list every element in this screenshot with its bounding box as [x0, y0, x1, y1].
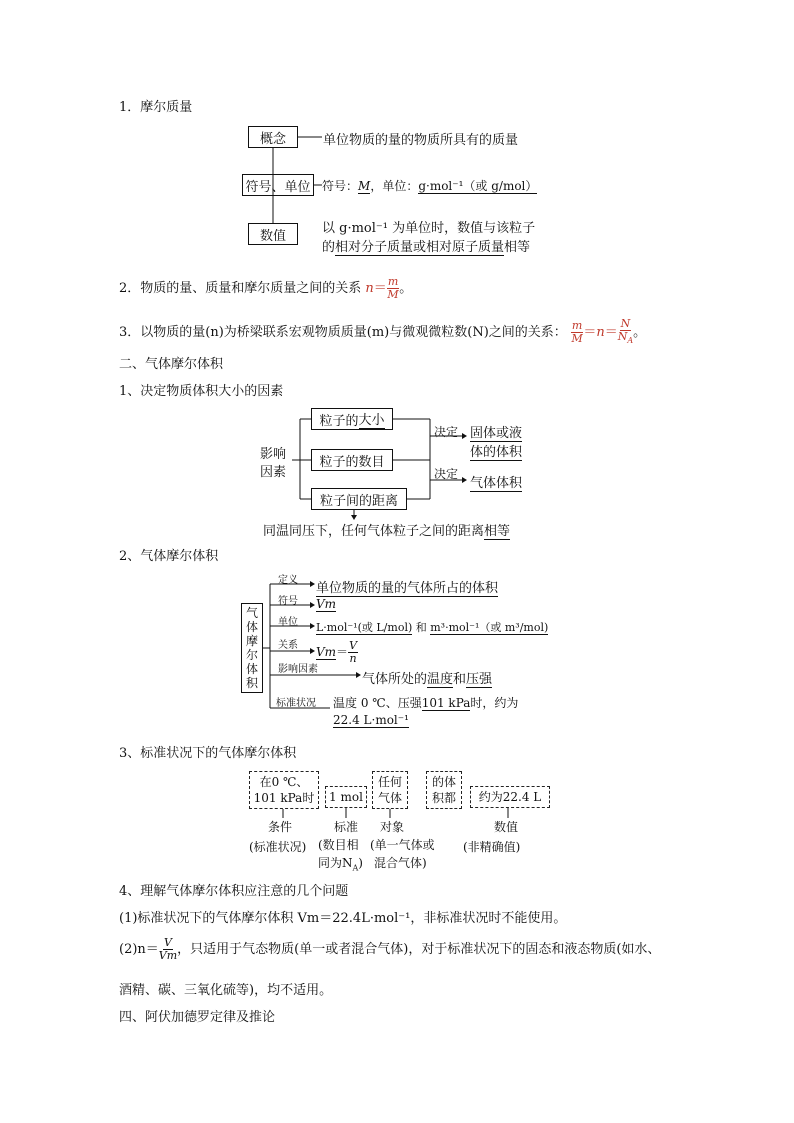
unit-label: 单位: [278, 617, 298, 628]
object-box: 任何 气体: [372, 771, 408, 809]
decide-label-1: 决定: [434, 425, 459, 439]
concept-box: 概念: [248, 126, 298, 148]
caption-value-2: (非精确值): [463, 840, 521, 854]
value-text-line1: 以 g·mol⁻¹ 为单位时，数值与该粒子: [322, 221, 536, 236]
factor-count-box: 粒子的数目: [311, 449, 393, 471]
symbol-label: 符号: [278, 596, 298, 607]
relation-formula: Vm＝ $\frac{V}{n}$: [316, 639, 358, 665]
value-approx-box: 约为22.4 L: [470, 786, 550, 808]
gas-molar-volume-vertical-box: 气 体 摩 尔 体 积: [241, 603, 263, 693]
value-box: 数值: [248, 223, 298, 245]
factor-distance-box: 粒子间的距离: [311, 488, 407, 510]
caption-value-1: 数值: [494, 820, 519, 834]
caption-standard-1: 标准: [334, 820, 359, 834]
standard-box: 1 mol: [325, 786, 367, 808]
def-label: 定义: [278, 575, 298, 586]
influence-label: 影响因素: [278, 664, 318, 675]
std-molar-volume-heading: 3、标准状况下的气体摩尔体积: [119, 746, 297, 761]
caption-object-3: 混合气体): [374, 856, 427, 870]
unit-text: L·mol⁻¹(或 L/mol) 和 m³·mol⁻¹（或 m³/mol): [316, 621, 549, 634]
caption-condition-2: (标准状况): [249, 840, 307, 854]
section-heading-avogadro: 四、阿伏加德罗定律及推论: [119, 1010, 276, 1025]
result-gas: 气体体积: [470, 476, 523, 491]
section-heading-gas-molar-volume: 二、气体摩尔体积: [119, 357, 224, 372]
symbol-unit-box: 符号、单位: [242, 174, 314, 196]
std-text-line2: 22.4 L·mol⁻¹: [333, 713, 409, 727]
caption-condition-1: 条件: [268, 820, 293, 834]
factors-label-1: 影响: [260, 447, 287, 462]
result-solid-liquid-1: 固体或液: [470, 426, 523, 441]
caption-object-2: (单一气体或: [370, 838, 435, 852]
std-text-line1: 温度 0 ℃、压强101 kPa时，约为: [333, 696, 519, 710]
relation-n-m-M: 2．物质的量、质量和摩尔质量之间的关系 n＝ $\frac{m}{M}$ 。: [119, 275, 413, 301]
result-solid-liquid-2: 体的体积: [470, 445, 523, 460]
note-1: (1)标准状况下的气体摩尔体积 Vm＝22.4L·mol⁻¹，非标准状况时不能使用。: [119, 911, 567, 926]
note-2-line1: (2)n＝ $\frac{V}{Vm}$ ，只适用于气态物质(单一或者混合气体)，对于标准状况下的固态和液态物质(如水、: [119, 936, 661, 962]
symbol-text: Vm: [316, 597, 337, 611]
decide-label-2: 决定: [434, 467, 459, 481]
factors-label-2: 因素: [260, 465, 287, 480]
caption-standard-2: (数目相: [318, 838, 359, 852]
concept-text: 单位物质的量的物质所具有的质量: [323, 133, 519, 148]
influence-text: 气体所处的温度和压强: [362, 672, 493, 687]
section-heading-molar-mass: 1．摩尔质量: [119, 100, 193, 115]
factors-conclusion: 同温同压下，任何气体粒子之间的距离相等: [263, 524, 511, 539]
factor-size-box: 粒子的 大小: [311, 408, 393, 430]
gas-molar-volume-heading: 2、气体摩尔体积: [119, 549, 219, 564]
relation-m-n-N: 3．以物质的量(n)为桥梁联系宏观物质质量(m)与微观微粒数(N)之间的关系： $\frac{m}{M}$ ＝n＝ $\frac{N}{N_A}$ 。: [119, 317, 647, 346]
factors-heading: 1、决定物质体积大小的因素: [119, 384, 284, 399]
caption-object-1: 对象: [380, 820, 405, 834]
symbol-unit-text: 符号：M，单位：g·mol⁻¹（或 g/mol）: [322, 179, 538, 193]
note-2-line2: 酒精、碳、三氧化硫等)，均不适用。: [119, 983, 333, 998]
value-text-line2: 的相对分子质量或相对原子质量相等: [322, 240, 531, 255]
std-label: 标准状况: [276, 698, 316, 709]
volume-box: 的体 积都: [426, 771, 462, 809]
caption-standard-3: 同为$N_A$): [318, 856, 363, 873]
relation-label: 关系: [278, 640, 298, 651]
condition-box: 在0 ℃、 101 kPa时: [249, 771, 319, 809]
def-text: 单位物质的量的气体所占的体积: [316, 581, 499, 596]
notes-heading: 4、理解气体摩尔体积应注意的几个问题: [119, 884, 349, 899]
